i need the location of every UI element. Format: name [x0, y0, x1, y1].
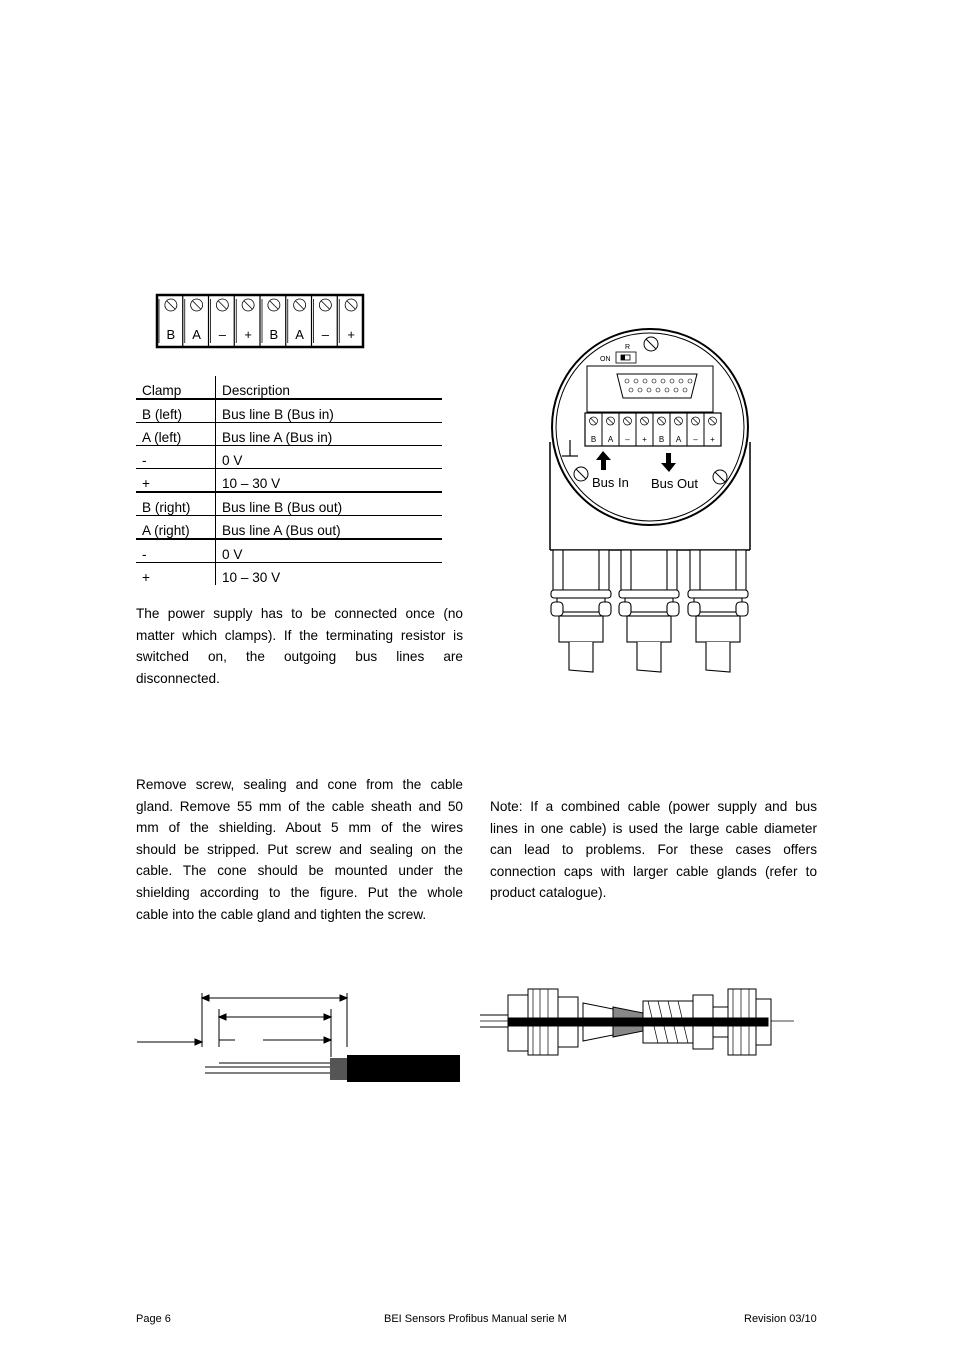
table-header-row [136, 376, 442, 399]
table-cell-clamp: B (right) [136, 492, 216, 516]
paragraph-line: connection caps with larger cable glands (refer to [490, 863, 817, 879]
table-row [136, 469, 442, 493]
terminal-strip-label: B [166, 327, 176, 342]
table-cell-description: Bus line B (Bus in) [216, 399, 443, 423]
cap-terminal-label: – [693, 435, 698, 444]
table-cell-clamp: - [136, 446, 216, 469]
cable-gland [551, 550, 611, 672]
footer-revision: Revision 03/10 [744, 1313, 817, 1325]
table-cell-clamp: + [136, 563, 216, 586]
table-cell-description: 0 V [216, 446, 443, 469]
paragraph-line: cable. The cone should be mounted under the [136, 863, 463, 879]
terminal-strip-label: A [295, 327, 304, 342]
table-cell-description: Bus line A (Bus out) [216, 516, 443, 540]
terminal-strip-diagram [155, 293, 365, 349]
clamp-table [136, 376, 442, 585]
paragraph-line: mm of the shielding. About 5 mm of the wires [136, 820, 463, 836]
note-paragraph [490, 796, 817, 904]
table-cell-description: 10 – 30 V [216, 469, 443, 493]
paragraph-line: can lead to problems. For these cases offers [490, 842, 817, 858]
paragraph-line: should be stripped. Put screw and sealing on the [136, 841, 463, 857]
cap-terminal-label: B [658, 435, 665, 444]
table-cell-description: 10 – 30 V [222, 570, 281, 585]
connection-cap-diagram [545, 322, 755, 682]
footer-page-number: Page 6 [136, 1313, 171, 1325]
table-cell-clamp: B (left) [136, 399, 216, 423]
paragraph-line: gland. Remove 55 mm of the cable sheath and 50 [136, 798, 463, 814]
terminal-strip-label: B [269, 327, 279, 342]
table-cell-description: 0 V [216, 539, 443, 563]
table-header-clamp: Clamp [136, 376, 216, 399]
r-label: R [625, 344, 631, 351]
cable-gland-diagram [478, 985, 796, 1060]
table-cell-clamp: A (right) [136, 516, 216, 540]
cap-terminal-label: A [675, 435, 682, 444]
table-row [136, 563, 442, 586]
table-row [136, 423, 442, 446]
table-row [136, 516, 442, 540]
footer-document-title: BEI Sensors Profibus Manual serie M [384, 1313, 567, 1325]
paragraph-line: switched on, the outgoing bus lines are [136, 649, 463, 665]
table-header-description: Description [216, 376, 443, 399]
table-cell-clamp: + [136, 469, 216, 493]
terminal-strip-label: A [192, 327, 201, 342]
cap-terminal-label: A [607, 435, 614, 444]
cable-gland [619, 550, 679, 672]
table-row [136, 492, 442, 516]
bus-out-label: Bus Out [651, 476, 698, 491]
paragraph-line: disconnected. [136, 670, 220, 686]
table-cell-clamp: A (left) [136, 423, 216, 446]
cap-terminal-label: + [710, 435, 715, 444]
cable-gland [688, 550, 748, 672]
terminal-strip-label: + [244, 327, 252, 342]
cable-stripping-diagram [135, 985, 465, 1085]
paragraph-line: Note: If a combined cable (power supply and bus [490, 799, 817, 814]
paragraph-line: lines in one cable) is used the large cable diameter [490, 820, 817, 836]
on-label: ON [600, 356, 611, 363]
cap-terminal-label: – [625, 435, 630, 444]
power-supply-paragraph [136, 603, 463, 689]
paragraph-line: shielding according to the figure. Put the whole [136, 884, 463, 900]
paragraph-line: matter which clamps). If the terminating resistor is [136, 627, 463, 643]
cable-preparation-paragraph [136, 774, 463, 925]
table-cell-description: Bus line B (Bus out) [216, 492, 443, 516]
cap-terminal-label: B [590, 435, 597, 444]
table-cell-description: Bus line A (Bus in) [216, 423, 443, 446]
terminal-strip-label: + [347, 327, 355, 342]
paragraph-line: cable into the cable gland and tighten the screw. [136, 906, 427, 922]
paragraph-line: The power supply has to be connected once (no [136, 606, 463, 621]
paragraph-line: Remove screw, sealing and cone from the cable [136, 777, 463, 792]
table-row [136, 446, 442, 469]
terminal-strip-label: – [218, 327, 226, 342]
cap-terminal-label: + [642, 435, 647, 444]
terminal-strip-label: – [321, 327, 329, 342]
paragraph-line: product catalogue). [490, 885, 607, 901]
table-row [136, 399, 442, 423]
table-row [136, 539, 442, 563]
table-cell-clamp: - [136, 539, 216, 563]
bus-in-label: Bus In [592, 475, 629, 490]
